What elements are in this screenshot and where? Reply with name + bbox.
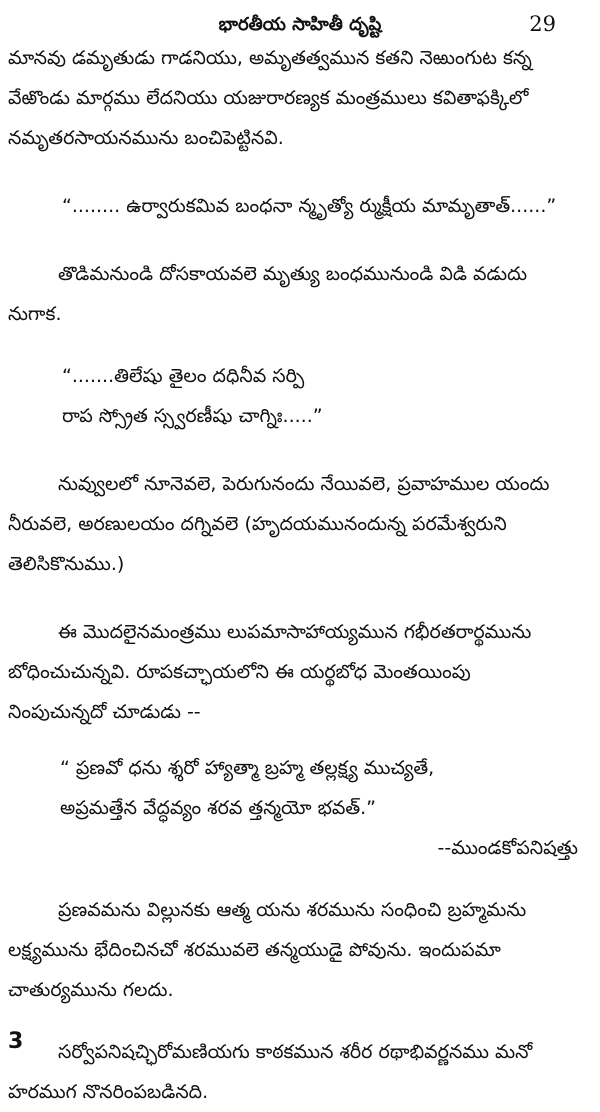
signature-mark: 3: [8, 1029, 24, 1054]
text-line: వేఱొండు మార్గము లేదనియు యజురారణ్యక మంత్రములు కవితాఫక్కిలో: [8, 87, 529, 109]
quote-line: అప్రమత్తేన వేద్ధవ్యం శరవ త్తన్మయో భవత్.”: [60, 797, 376, 819]
text-line: సర్వోపనిషచ్ఛిరోమణియగు కాఠకమున శరీర రథాభివర్ణనము మనో: [58, 1041, 533, 1063]
quote-2: [0, 356, 600, 436]
paragraph-5: [0, 890, 600, 1010]
running-title: భారతీయ సాహితీ దృష్టి: [218, 14, 382, 35]
paragraph-1: [0, 38, 600, 158]
text-line: నుగాక.: [8, 303, 62, 325]
quote-line: “ ప్రణవో ధను శ్శరో హ్యాత్మా బ్రహ్మ తల్లక్ష్య ముచ్యతే,: [60, 757, 435, 779]
text-line: ప్రణవమను విల్లునకు ఆత్మ యను శరమును సంధించి బ్రహ్మమను: [58, 899, 527, 921]
paragraph-3: [0, 464, 600, 584]
text-line: నమృతరసాయనమును బంచిపెట్టినవి.: [8, 127, 284, 149]
text-line: చాతుర్యమును గలదు.: [8, 979, 174, 1001]
text-line: బోధించుచున్నవి. రూపకచ్ఛాయలోని ఈ యర్థబోధ మెంతయింపు: [8, 661, 471, 683]
text-line: నువ్వులలో నూనెవలె, పెరుగునందు నేయివలె, ప్రవాహముల యందు: [58, 473, 550, 495]
quote-line: “........ ఉర్వారుకమివ బంధనా న్మృత్యో ర్ముక్షీయ మామృతాత్......”: [62, 195, 557, 217]
quote-3: [0, 748, 600, 828]
paragraph-2: [0, 254, 600, 334]
quote-1: [0, 186, 600, 226]
text-line: ఈ మొదలైనమంత్రము లుపమాసాహాయ్యమున గభీరతరార్థమును: [58, 621, 532, 643]
page-number: 29: [529, 12, 556, 36]
quote-source: --ముండకోపనిషత్తు: [437, 837, 578, 859]
paragraph-4: [0, 612, 600, 732]
text-line: నీరువలె, అరణులయం దగ్నివలె (హృదయమునందున్న పరమేశ్వరుని: [8, 513, 507, 535]
text-line: తొడిమనుండి దోసకాయవలె మృత్యు బంధమునుండి విడి వడుదు: [58, 263, 528, 285]
quote-line: రాప స్స్రోత స్స్వరణీషు చాగ్నిః.....”: [62, 405, 323, 427]
paragraph-6: [0, 1032, 600, 1112]
page-body: [0, 38, 600, 1112]
text-line: మానవు డమృతుడు గాడనియు, అమృతత్వమున కతని నెఱుంగుట కన్న: [8, 47, 532, 69]
text-line: తెలిసికొనుము.): [8, 553, 125, 575]
text-line: లక్ష్యమును భేదించినచో శరమువలె తన్మయుడై పోవును. ఇందుపమా: [8, 939, 501, 961]
text-line: నింపుచున్నదో చూడుడు --: [8, 701, 201, 723]
quote-line: “.......తిలేషు తైలం దధినీవ సర్పి: [62, 365, 305, 387]
text-line: హరముగ నొనరింపబడినది.: [8, 1081, 209, 1103]
